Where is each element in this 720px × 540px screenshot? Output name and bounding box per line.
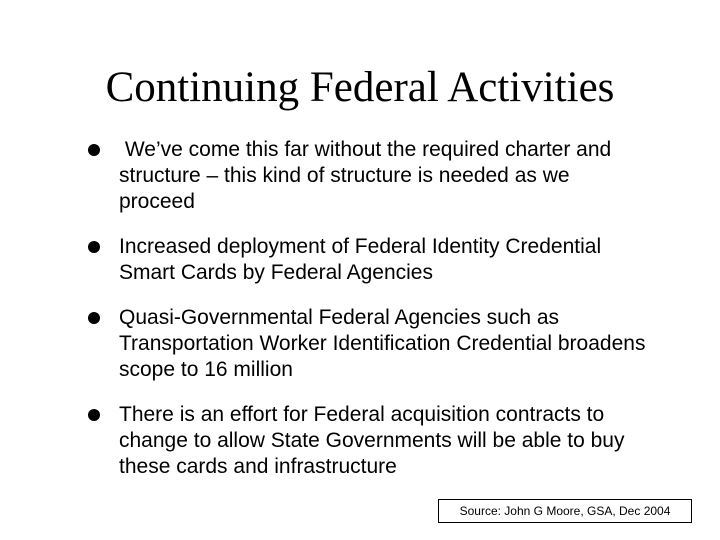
bullet-item xyxy=(88,402,648,480)
bullet-item xyxy=(88,137,648,215)
slide-title: Continuing Federal Activities xyxy=(105,64,615,111)
bullet-text: There is an effort for Federal acquisition contracts to change to allow State Governments will be able to buy these cards and infrastructure xyxy=(119,403,625,478)
bullet-dot-icon xyxy=(88,409,100,421)
bullet-text: We’ve come this far without the required charter and structure – this kind of structure is needed as we proceed xyxy=(119,138,618,213)
bullet-dot-icon xyxy=(88,312,100,324)
bullet-text: Quasi-Governmental Federal Agencies such as Transportation Worker Identification Credential broadens scope to 16 million xyxy=(119,306,646,381)
bullet-item xyxy=(88,234,648,286)
bullet-list xyxy=(88,137,648,480)
source-citation: Source: John G Moore, GSA, Dec 2004 xyxy=(438,499,692,523)
bullet-text: Increased deployment of Federal Identity Credential Smart Cards by Federal Agencies xyxy=(119,235,602,284)
bullet-dot-icon xyxy=(88,144,100,156)
bullet-dot-icon xyxy=(88,241,100,253)
bullet-item xyxy=(88,305,648,383)
